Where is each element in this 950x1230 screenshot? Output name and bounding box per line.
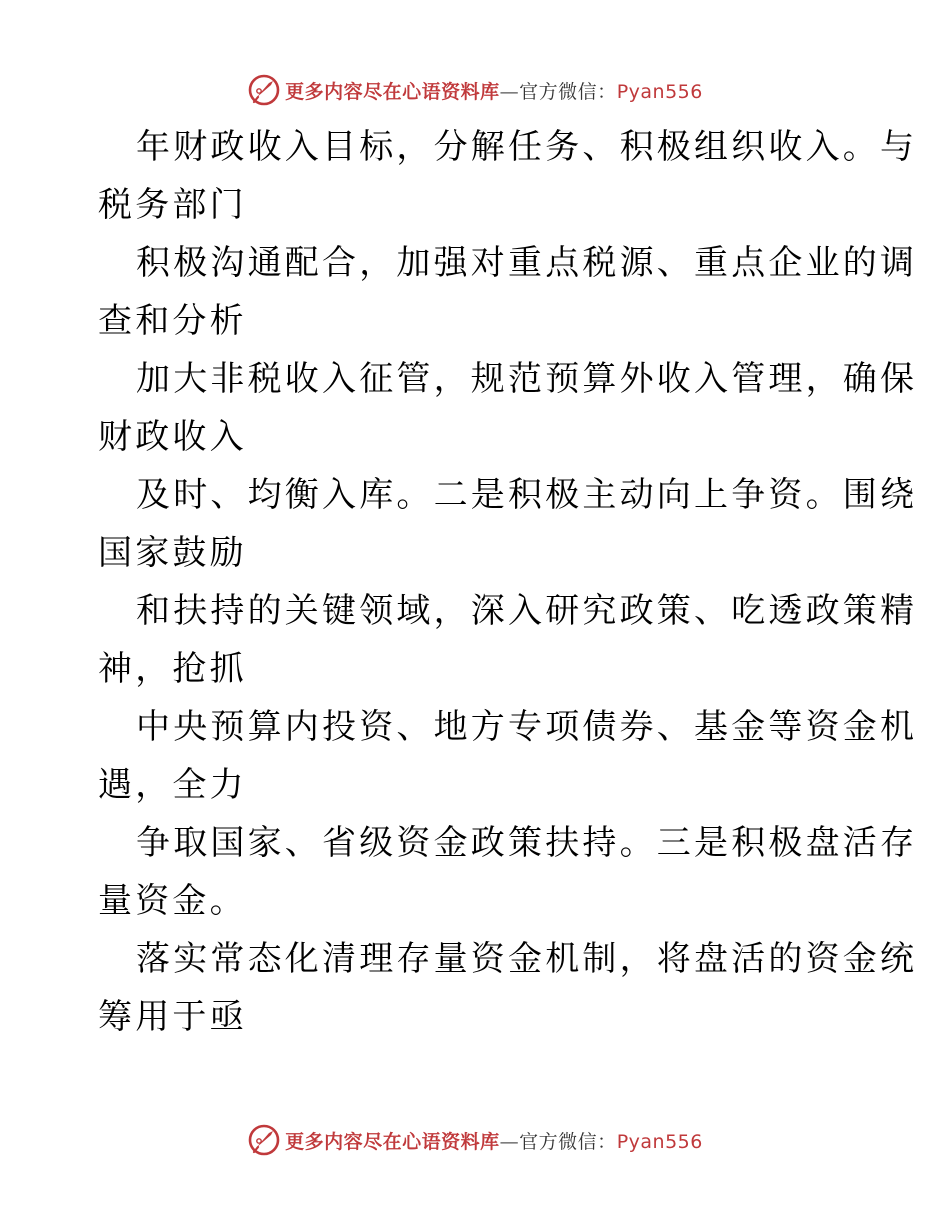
- footer-label: 官方微信：: [519, 1130, 617, 1153]
- document-body: [98, 118, 918, 1046]
- line-wrap-text: 财政收入: [98, 417, 247, 457]
- line-wrap-text: 税务部门: [98, 185, 247, 225]
- paragraph-line: [98, 582, 918, 698]
- line-text: 加大非税收入征管，规范预算外收入管理，确保: [136, 359, 918, 399]
- line-text: 争取国家、省级资金政策扶持。三是积极盘活存: [136, 823, 918, 863]
- line-text: 落实常态化清理存量资金机制，将盘活的资金统: [136, 939, 918, 979]
- footer-dash: —: [499, 1130, 520, 1153]
- paragraph-line: [98, 466, 918, 582]
- header-dash: —: [499, 80, 520, 103]
- line-text: 及时、均衡入库。二是积极主动向上争资。围绕: [136, 475, 918, 515]
- header-contact: Pyan556: [616, 80, 703, 103]
- line-text: 积极沟通配合，加强对重点税源、重点企业的调: [136, 243, 918, 283]
- line-wrap-text: 国家鼓励: [98, 533, 247, 573]
- line-wrap-text: 量资金。: [98, 881, 247, 921]
- feather-pen-circle-icon: [247, 73, 281, 107]
- paragraph-line: [98, 350, 918, 466]
- paragraph-line: [98, 118, 918, 234]
- footer-site: 更多内容尽在心语资料库: [285, 1130, 500, 1153]
- line-text: 和扶持的关键领域，深入研究政策、吃透政策精: [136, 591, 918, 631]
- footer-banner: [0, 1120, 950, 1160]
- header-banner: [0, 70, 950, 110]
- line-wrap-text: 遇，全力: [98, 765, 247, 805]
- footer-contact: Pyan556: [616, 1130, 703, 1153]
- header-text: [285, 77, 703, 104]
- line-text: 年财政收入目标，分解任务、积极组织收入。与: [136, 127, 918, 167]
- paragraph-line: [98, 814, 918, 930]
- header-label: 官方微信：: [519, 80, 617, 103]
- line-wrap-text: 查和分析: [98, 301, 247, 341]
- header-site: 更多内容尽在心语资料库: [285, 80, 500, 103]
- feather-pen-circle-icon: [247, 1123, 281, 1157]
- paragraph-line: [98, 234, 918, 350]
- footer-text: [285, 1127, 703, 1154]
- paragraph-line: [98, 930, 918, 1046]
- line-wrap-text: 筹用于亟: [98, 997, 247, 1037]
- line-wrap-text: 神，抢抓: [98, 649, 247, 689]
- line-text: 中央预算内投资、地方专项债券、基金等资金机: [136, 707, 918, 747]
- paragraph-line: [98, 698, 918, 814]
